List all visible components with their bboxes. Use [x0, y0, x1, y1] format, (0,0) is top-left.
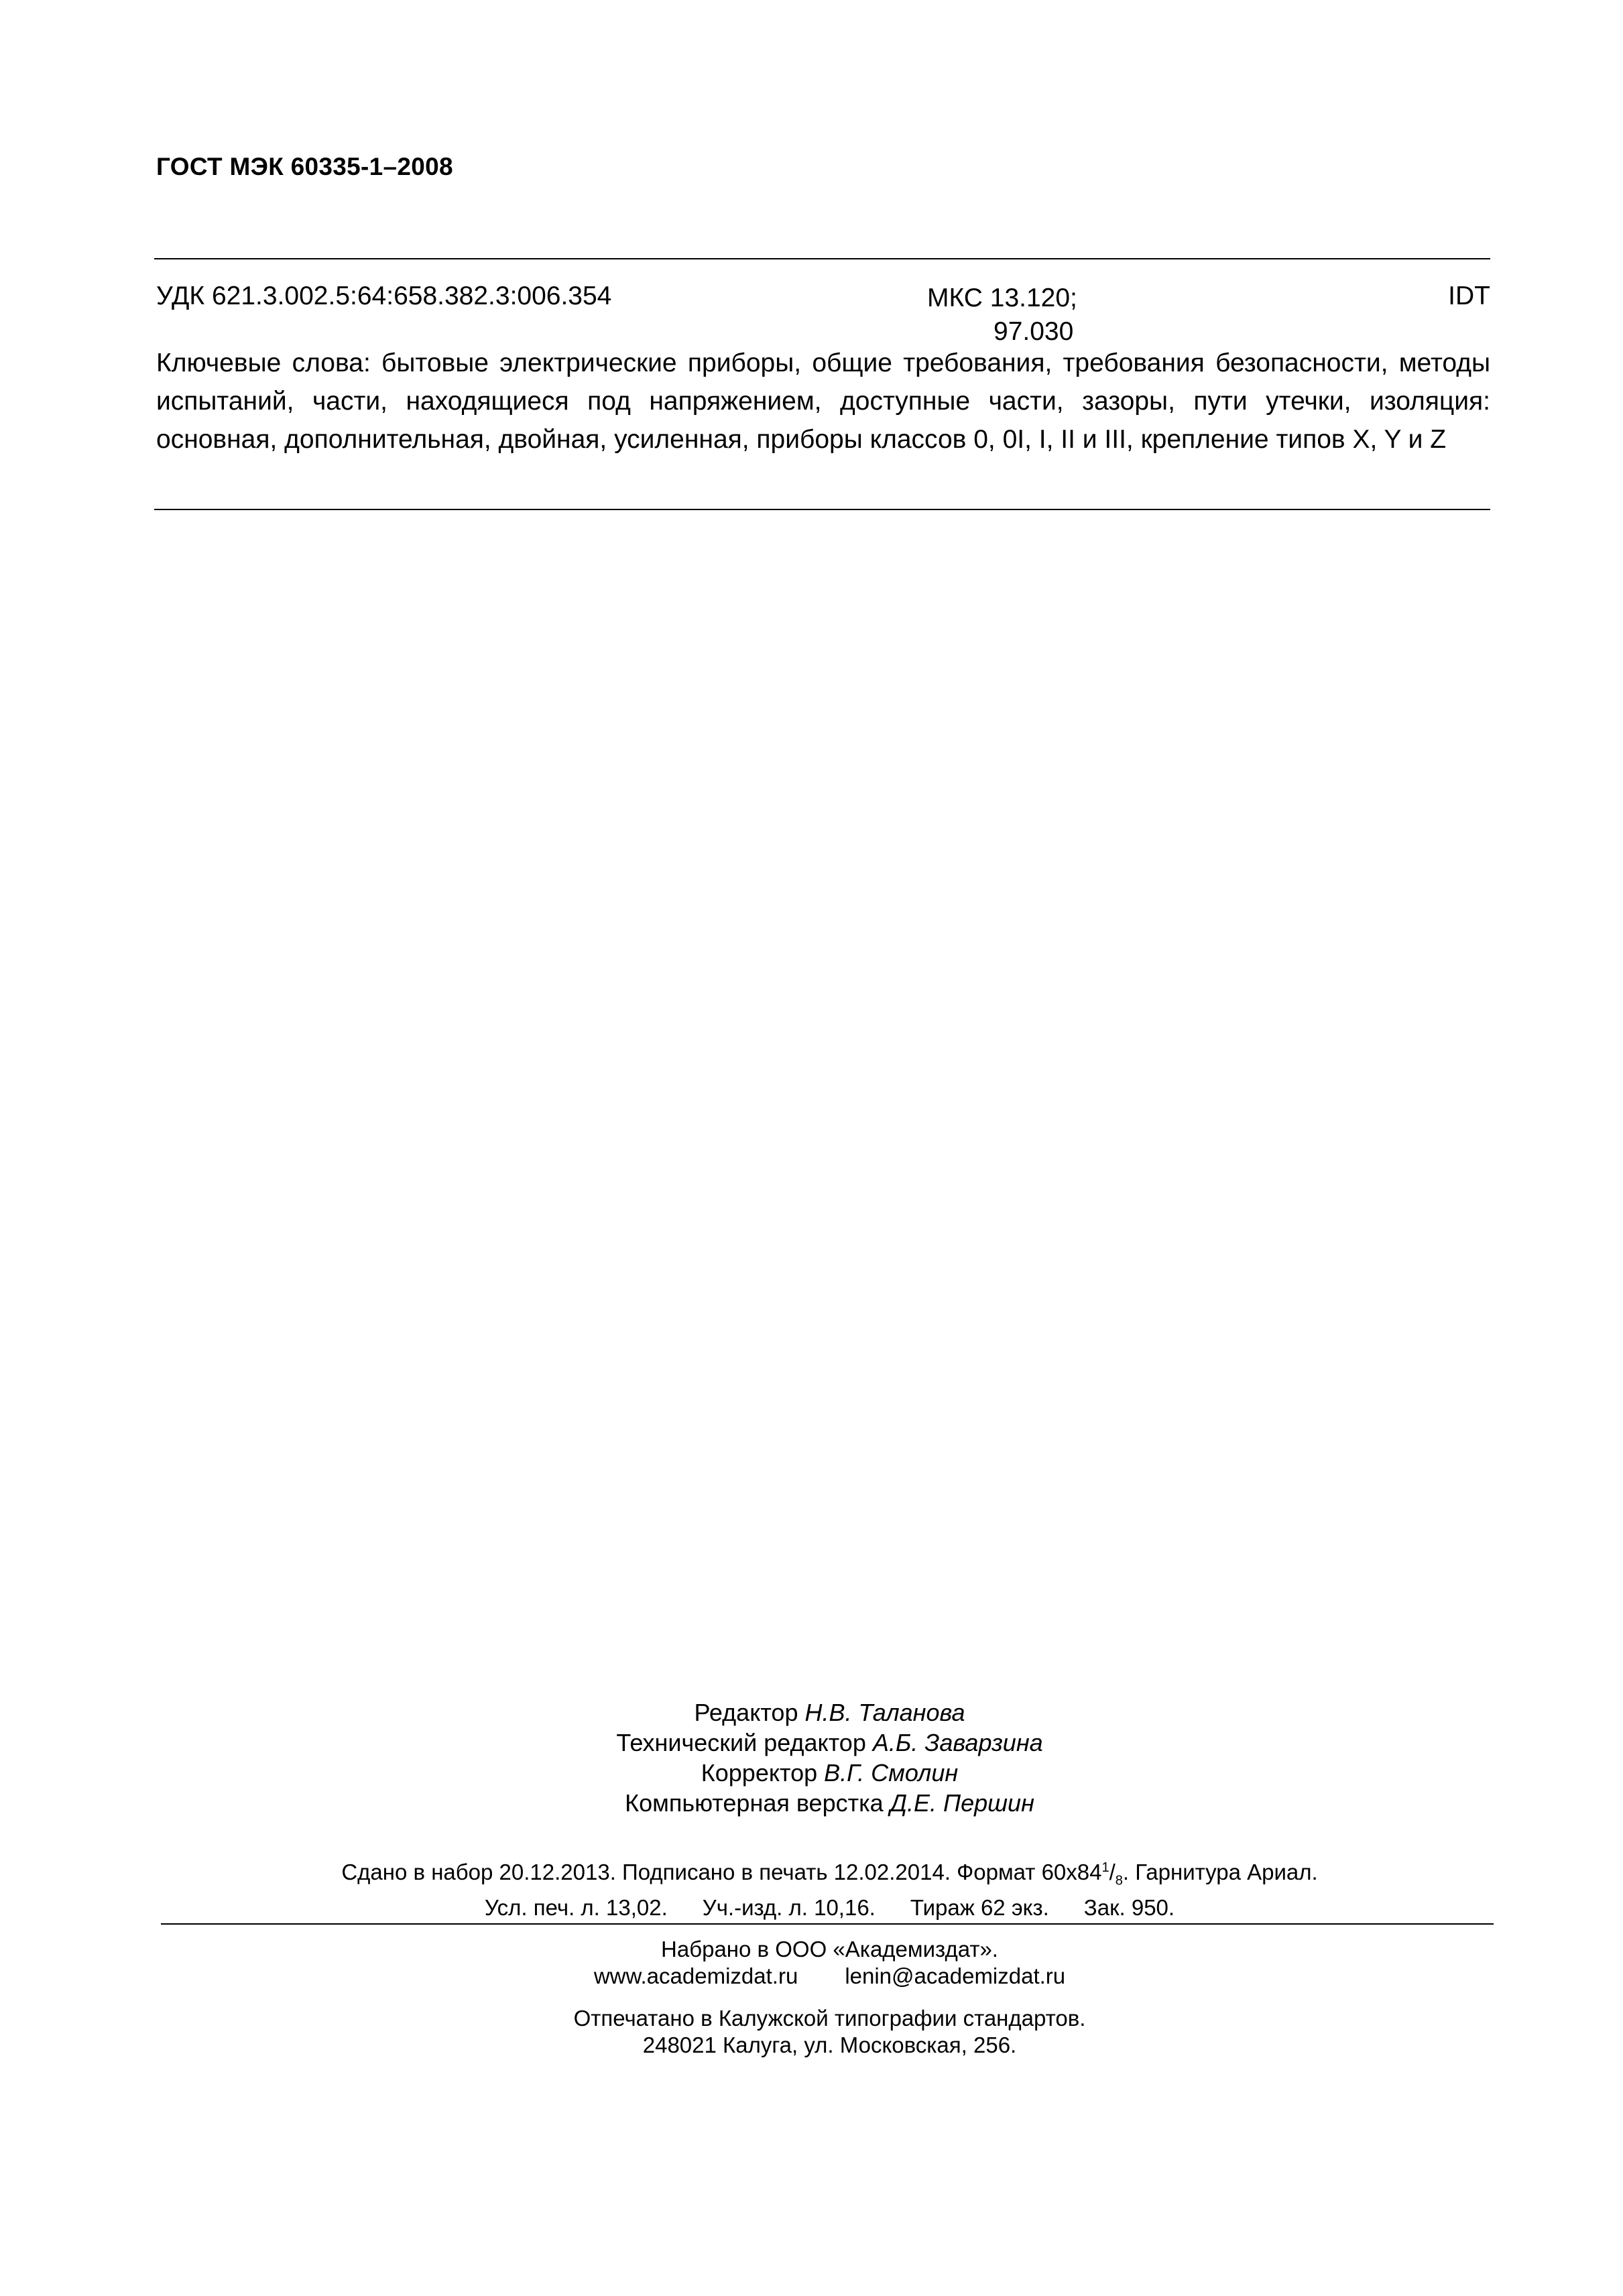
layout-label: Компьютерная верстка [625, 1789, 884, 1817]
credit-corrector [0, 1758, 1623, 1788]
udk-code: УДК 621.3.002.5:64:658.382.3:006.354 [156, 282, 612, 310]
credit-editor [0, 1697, 1623, 1728]
typeset-by: Набрано в ООО «Академиздат». [661, 1937, 998, 1961]
tech-editor-label: Технический редактор [616, 1729, 866, 1756]
imprint-dates-line: Сдано в набор 20.12.2013. Подписано в печать 12.02.2014. Формат $60x84^1/_8$. Гарнитура Ариал. [341, 1860, 1318, 1888]
order-number: Зак. 950. [1083, 1894, 1175, 1920]
contacts-line [0, 1963, 1623, 1990]
imprint-font-text: . Гарнитура Ариал. [1122, 1860, 1318, 1884]
format-superscript: 1 [1101, 1860, 1109, 1875]
imprint-dates-text: Сдано в набор 20.12.2013. Подписано в печать 12.02.2014. Формат 60x84 [341, 1860, 1102, 1884]
website-link[interactable]: www.academizdat.ru [593, 1963, 798, 1988]
print-sheets: Усл. печ. л. 13,02. [484, 1894, 668, 1920]
tech-editor-name: А.Б. Заварзина [872, 1729, 1043, 1756]
idt-mark: IDT [1448, 282, 1490, 310]
circulation: Тираж 62 экз. [910, 1894, 1049, 1920]
credit-tech-editor [0, 1728, 1623, 1758]
printer-block [0, 1936, 1623, 2059]
standard-designation: ГОСТ МЭК 60335-1–2008 [156, 153, 453, 180]
editor-name: Н.В. Таланова [804, 1699, 965, 1726]
mks-line-1: МКС 13.120; [927, 284, 1077, 312]
mks-code [927, 282, 1077, 349]
middle-divider [154, 509, 1490, 510]
email-link[interactable]: lenin@academizdat.ru [845, 1963, 1066, 1988]
publ-sheets: Уч.-изд. л. 10,16. [702, 1894, 876, 1920]
mks-line-2: 97.030 [994, 317, 1074, 346]
corrector-label: Корректор [701, 1759, 818, 1787]
imprint-volume-line [0, 1894, 1623, 1921]
editor-label: Редактор [694, 1699, 798, 1726]
format-subscript: 8 [1115, 1873, 1123, 1888]
printed-by: Отпечатано в Калужской типографии стандартов. [573, 2006, 1086, 2031]
printer-address: 248021 Калуга, ул. Московская, 256. [642, 2033, 1017, 2057]
top-divider [154, 258, 1490, 259]
keywords-paragraph: Ключевые слова: бытовые электрические приборы, общие требования, требования безопасности, методы испытаний, части, находящиеся под напряжением, доступные части, зазоры, пути утечки, изоляция: основная, дополнительная, двойная, усиленная, приборы классов 0, 0I, I, II и III, крепление типов X, Y и Z [156, 349, 1490, 454]
corrector-name: В.Г. Смолин [824, 1759, 959, 1787]
credit-layout [0, 1788, 1623, 1818]
credits-block [0, 1697, 1623, 1818]
layout-name: Д.Е. Першин [890, 1789, 1034, 1817]
imprint-block [0, 1854, 1623, 1921]
bottom-divider [161, 1923, 1494, 1925]
